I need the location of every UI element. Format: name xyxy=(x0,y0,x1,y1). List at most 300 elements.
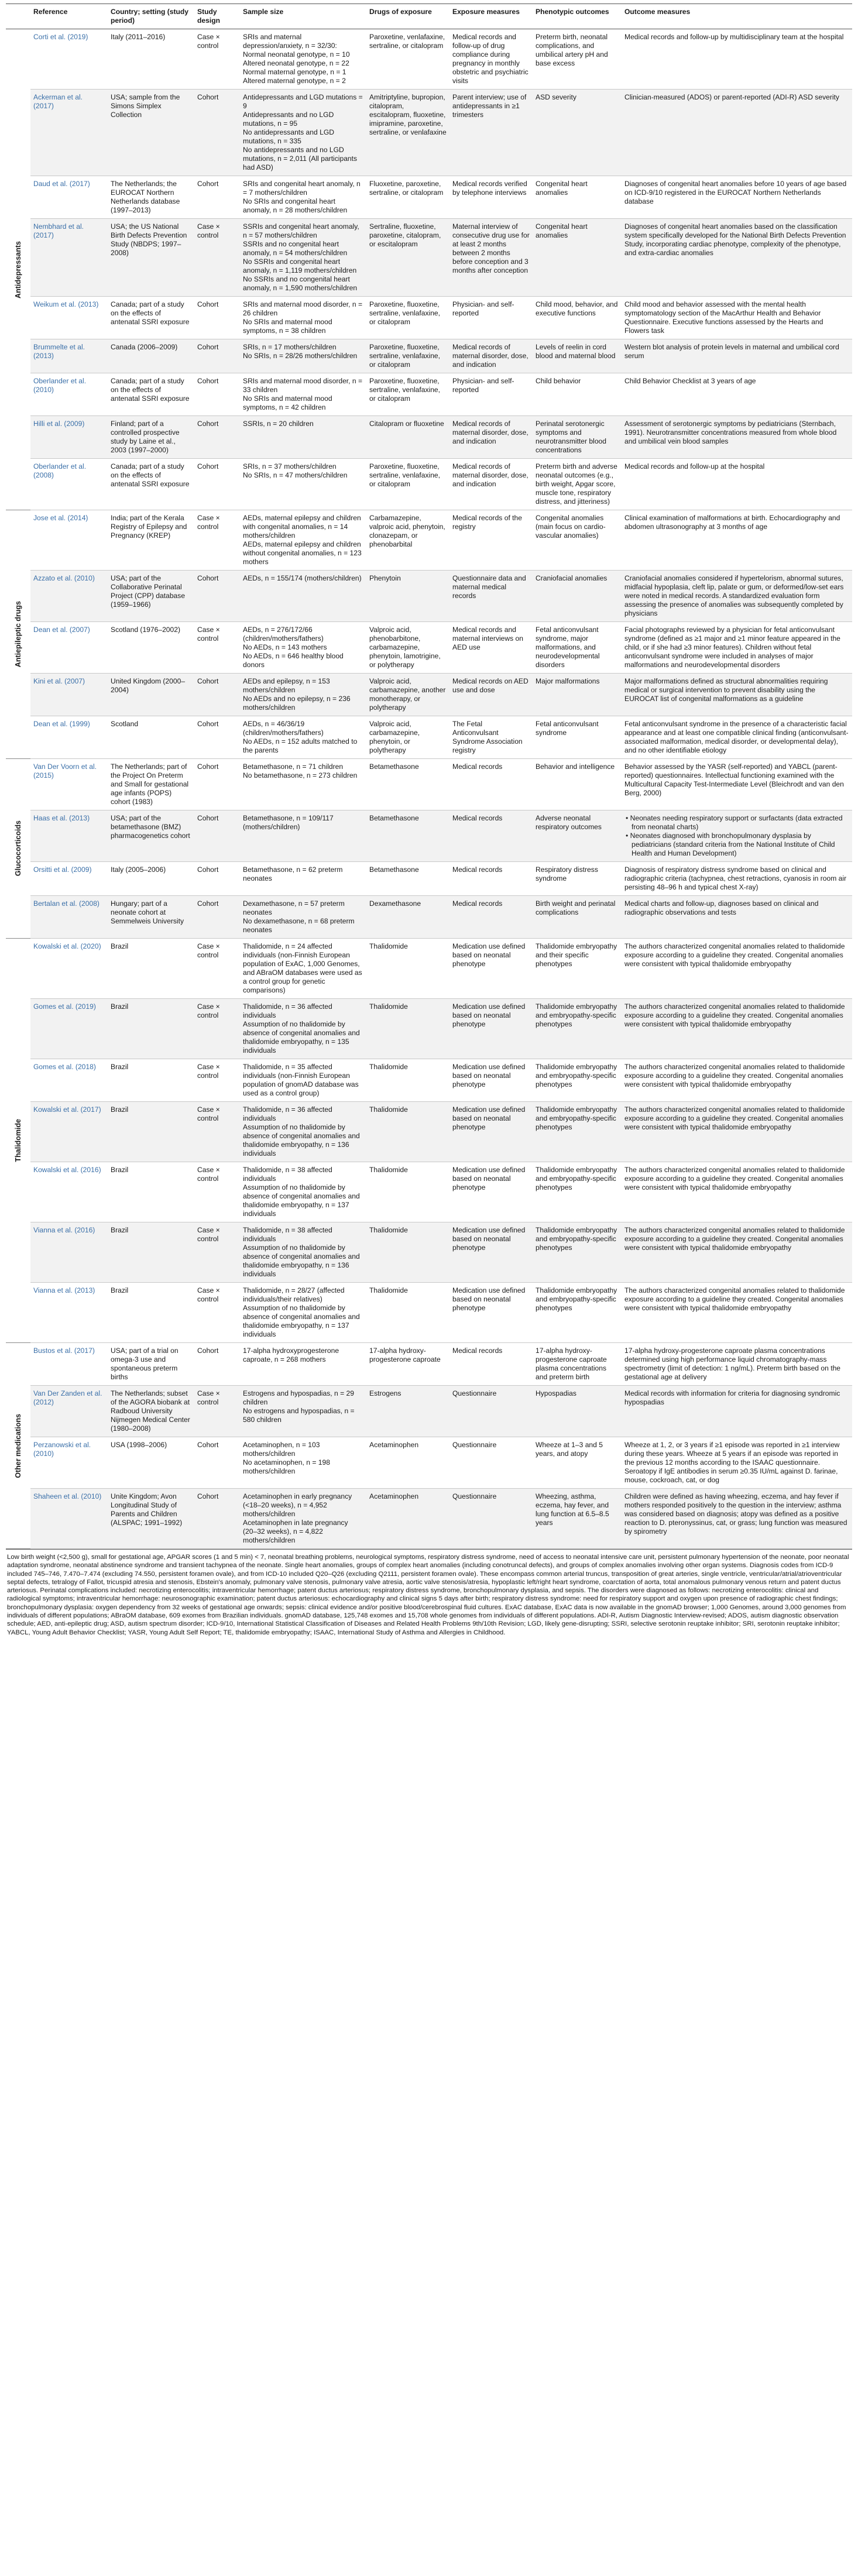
drugs-of-exposure-cell: Betamethasone xyxy=(366,759,449,810)
sample-size-cell xyxy=(240,459,366,510)
sample-size-cell-line: Estrogens and hypospadias, n = 29 children xyxy=(243,1389,354,1406)
outcome-measures-cell-line: • Neonates needing respiratory support or surfactants (data extracted from neonatal charts) xyxy=(624,814,849,832)
study-design-cell: Case × control xyxy=(194,1059,240,1102)
country-setting-cell: Hungary; part of a neonate cohort at Semmelweis University xyxy=(108,896,194,939)
drugs-of-exposure-cell: Paroxetine, fluoxetine, sertraline, venlafaxine, or citalopram xyxy=(366,373,449,416)
reference-cell: Orsitti et al. (2009) xyxy=(30,862,108,896)
sample-size-cell-line: Thalidomide, n = 35 affected individuals (non-Finnish European population of gnomAD database was used as a control group) xyxy=(243,1063,359,1097)
phenotypic-outcomes-cell: Wheezing, asthma, eczema, hay fever, and lung function at 6.5–8.5 years xyxy=(533,1489,622,1549)
sample-size-cell-line: AEDs, maternal epilepsy and children without congenital anomalies, n = 123 mothers xyxy=(243,540,362,566)
drug-group-label: Antidepressants xyxy=(13,241,22,298)
sample-size-cell xyxy=(240,339,366,373)
drugs-of-exposure-cell: Thalidomide xyxy=(366,1102,449,1162)
country-setting-cell: United Kingdom (2000–2004) xyxy=(108,674,194,716)
country-setting-cell: Italy (2011–2016) xyxy=(108,29,194,90)
study-design-cell: Cohort xyxy=(194,862,240,896)
sample-size-cell xyxy=(240,1386,366,1437)
drugs-of-exposure-cell: Estrogens xyxy=(366,1386,449,1437)
sample-size-cell-line: No antidepressants and no LGD mutations, n = 2,011 (All participants had ASD) xyxy=(243,146,358,171)
sample-size-cell-line: SSRIs and no congenital heart anomaly, n = 54 mothers/children xyxy=(243,240,348,257)
sample-size-cell-line: Acetaminophen, n = 103 mothers/children xyxy=(243,1441,320,1458)
sample-size-cell-line: No SRIs and maternal mood symptoms, n = 38 children xyxy=(243,318,332,335)
table-row xyxy=(6,1343,852,1386)
drug-group-label-cell xyxy=(6,759,30,939)
study-design-cell: Cohort xyxy=(194,1489,240,1549)
study-design-cell: Cohort xyxy=(194,674,240,716)
drugs-of-exposure-cell: Citalopram or fluoxetine xyxy=(366,416,449,459)
sample-size-cell-line: Assumption of no thalidomide by absence of congenital anomalies and thalidomide embryopathy, n = 136 individuals xyxy=(243,1123,360,1158)
drugs-of-exposure-cell: Betamethasone xyxy=(366,862,449,896)
column-header-drugs: Drugs of exposure xyxy=(366,4,449,29)
sample-size-cell-line: Thalidomide, n = 36 affected individuals xyxy=(243,1002,332,1019)
study-design-cell: Case × control xyxy=(194,1283,240,1343)
phenotypic-outcomes-cell: Thalidomide embryopathy and embryopathy-specific phenotypes xyxy=(533,999,622,1059)
outcome-measures-cell: The authors characterized congenital anomalies related to thalidomide exposure according to a guideline they created. Congenital anomalies were consistent with typical thalidomide embryopathy xyxy=(622,1162,852,1222)
sample-size-cell-line: Antidepressants and LGD mutations = 9 xyxy=(243,93,363,110)
sample-size-cell xyxy=(240,1059,366,1102)
table-row xyxy=(6,896,852,939)
country-setting-cell: India; part of the Kerala Registry of Epilepsy and Pregnancy (KREP) xyxy=(108,510,194,571)
drugs-of-exposure-cell: Fluoxetine, paroxetine, sertraline, or citalopram xyxy=(366,176,449,219)
sample-size-cell-line: No antidepressants and LGD mutations, n = 335 xyxy=(243,128,334,145)
sample-size-cell-line: Assumption of no thalidomide by absence of congenital anomalies and thalidomide embryopathy, n = 137 individuals xyxy=(243,1304,360,1338)
sample-size-cell xyxy=(240,716,366,759)
sample-size-cell xyxy=(240,1222,366,1283)
outcome-measures-cell: Major malformations defined as structural abnormalities requiring medical or surgical intervention to prevent disability using the EUROCAT list of congenital malformations as a guideline xyxy=(622,674,852,716)
sample-size-cell xyxy=(240,759,366,810)
sample-size-cell-line: Thalidomide, n = 28/27 (affected individuals/their relatives) xyxy=(243,1286,345,1303)
sample-size-cell-line: No AEDs, n = 152 adults matched to the parents xyxy=(243,737,358,754)
drug-group-label: Other medications xyxy=(13,1413,22,1478)
reference-cell: Haas et al. (2013) xyxy=(30,810,108,862)
drugs-of-exposure-cell: Paroxetine, fluoxetine, sertraline, venlafaxine, or citalopram xyxy=(366,297,449,339)
outcome-measures-cell: Child Behavior Checklist at 3 years of age xyxy=(622,373,852,416)
phenotypic-outcomes-cell: ASD severity xyxy=(533,90,622,176)
drugs-of-exposure-cell: 17-alpha hydroxy-progesterone caproate xyxy=(366,1343,449,1386)
table-row xyxy=(6,862,852,896)
sample-size-cell-line: AEDs, n = 276/172/66 (children/mothers/fathers) xyxy=(243,626,324,643)
sample-size-cell xyxy=(240,176,366,219)
sample-size-cell-line: No AEDs and no epilepsy, n = 236 mothers/children xyxy=(243,695,351,712)
country-setting-cell: Finland; part of a controlled prospective study by Laine et al., 2003 (1997–2000) xyxy=(108,416,194,459)
phenotypic-outcomes-cell: Thalidomide embryopathy and embryopathy-specific phenotypes xyxy=(533,1222,622,1283)
sample-size-cell xyxy=(240,674,366,716)
drugs-of-exposure-cell: Thalidomide xyxy=(366,1162,449,1222)
drugs-of-exposure-cell: Amitriptyline, bupropion, citalopram, escitalopram, fluoxetine, imipramine, paroxetine, sertraline, or venlafaxine xyxy=(366,90,449,176)
exposure-measures-cell: Questionnaire xyxy=(449,1489,533,1549)
drug-group-label-cell xyxy=(6,939,30,1343)
study-design-cell: Cohort xyxy=(194,176,240,219)
country-setting-cell: Canada (2006–2009) xyxy=(108,339,194,373)
sample-size-cell-line: Thalidomide, n = 38 affected individuals xyxy=(243,1226,332,1243)
outcome-measures-cell: Assessment of serotonergic symptoms by pediatricians (Sternbach, 1991). Neurotransmitter concentrations measured from whole blood and umbilical vein blood samples xyxy=(622,416,852,459)
table-row xyxy=(6,510,852,571)
study-design-cell: Cohort xyxy=(194,90,240,176)
phenotypic-outcomes-cell: Birth weight and perinatal complications xyxy=(533,896,622,939)
table-row xyxy=(6,219,852,297)
phenotypic-outcomes-cell: Thalidomide embryopathy and embryopathy-specific phenotypes xyxy=(533,1162,622,1222)
table-row xyxy=(6,1489,852,1549)
drugs-of-exposure-cell: Thalidomide xyxy=(366,1059,449,1102)
country-setting-cell: Scotland (1976–2002) xyxy=(108,622,194,674)
phenotypic-outcomes-cell: Congenital anomalies (main focus on cardio-vascular anomalies) xyxy=(533,510,622,571)
outcome-measures-cell: The authors characterized congenital anomalies related to thalidomide exposure according to a guideline they created. Congenital anomalies were consistent with typical thalidomide embryopathy xyxy=(622,939,852,999)
sample-size-cell-line: Betamethasone, n = 62 preterm neonates xyxy=(243,865,343,882)
sample-size-cell-line: Normal maternal genotype, n = 1 xyxy=(243,68,346,76)
outcome-measures-cell: The authors characterized congenital anomalies related to thalidomide exposure according to a guideline they created. Congenital anomalies were consistent with typical thalidomide embryopathy xyxy=(622,1102,852,1162)
outcome-measures-cell: Medical charts and follow-up, diagnoses based on clinical and radiographic observations and tests xyxy=(622,896,852,939)
drugs-of-exposure-cell: Valproic acid, phenobarbitone, carbamazepine, phenytoin, lamotrigine, or polytherapy xyxy=(366,622,449,674)
footnote-text: Low birth weight (<2,500 g), small for gestational age, APGAR scores (1 and 5 min) < 7, neonatal breathing problems, neurological symptoms, respiratory distress syndrome, need of access to neonatal intensive care unit, persistent pulmonary hypertension of the neonate, poor neonatal adaptation syndrome, neonatal abstinence syndrome and transient tachypnea of the neonate. Single heart anomalies, groups of complex heart anomalies (including conotruncal defects), and groups of complex anomalies involving other organ systems. Diagnosis codes from ICD-9 included 745–746, 7.470–7.474 (excluding 74.550, persistent foramen ovale), and from ICD-10 included Q20–Q26 (excluding Q2111, persistent foramen ovale). These encompass common arterial truncus, transposition of great arteries, single ventricle, ventricular/atrial/atrioventricular septal defects, tetralogy of Fallot, tricuspid atresia and stenosis, Ebstein's anomaly, pulmonary valve stenosis, pulmonary valve atresia, aortic valve stenosis/atresia, hypoplastic left/right heart syndrome, coarctation of aorta, total anomalous pulmonary venous return and patent ductus arteriosus. Perinatal complications included: necrotizing enterocolitis; intraventricular hemorrhage; patent ductus arteriosus; respiratory distress syndrome, bronchopulmonary dysplasia, and sepsis. The disorders were diagnosed as follows: necrotizing enterocolitis: clinical and radiological symptoms; intraventricular hemorrhage: neurosonographic examination; patent ductus arteriosus: echocardiography and clinical signs 5 days after birth; respiratory distress syndrome: need for respiratory support and oxygen upon presence of radiographic chest findings; bronchopulmonary dysplasia: oxygen dependency from 32 weeks of gestational age onwards; sepsis: clinical evidence and/or positive blood/cerebrospinal fluid cultures. ExAC database, ExAC data is now available in the gnomAD browser; 1,000 Genomes, around 3,000 genomes from individuals of different populations; ABraOM database, 609 exomes from Brazilian individuals. gnomAD database, 125,748 exomes and 15,708 whole genomes from individuals of different populations. ADI-R, Autism Diagnostic Interview-revised; ADOS, autism diagnostic observation schedule; AED, anti-epileptic drug; ASD, autism spectrum disorder; ICD-9/10, International Statistical Classification of Diseases and Related Health Problems 9th/10th Revision; LGD, likely gene-disrupting; SSRI, selective serotonin reuptake inhibitor; SRI, serotonin reuptake inhibitor; YABCL, Young Adult Behavior Checklist; YASR, Young Adult Self Report; TE, thalidomide embryopathy; ISAAC, International Study of Asthma and Allergies in Childhood. xyxy=(7,1554,849,1636)
country-setting-cell: USA; part of a trial on omega-3 use and spontaneous preterm births xyxy=(108,1343,194,1386)
drugs-of-exposure-cell: Acetaminophen xyxy=(366,1489,449,1549)
outcome-measures-cell: Diagnoses of congenital heart anomalies before 10 years of age based on ICD-9/10 registered in the EUROCAT Northern Netherlands database xyxy=(622,176,852,219)
table-row xyxy=(6,297,852,339)
study-design-cell: Cohort xyxy=(194,759,240,810)
outcome-measures-cell: Medical records and follow-up by multidisciplinary team at the hospital xyxy=(622,29,852,90)
phenotypic-outcomes-cell: Thalidomide embryopathy and their specific phenotypes xyxy=(533,939,622,999)
study-design-cell: Case × control xyxy=(194,1162,240,1222)
exposure-measures-cell: Medical records xyxy=(449,896,533,939)
sample-size-cell xyxy=(240,1102,366,1162)
column-header-group xyxy=(6,4,30,29)
drugs-of-exposure-cell: Carbamazepine, valproic acid, phenytoin, clonazepam, or phenobarbital xyxy=(366,510,449,571)
sample-size-cell xyxy=(240,90,366,176)
sample-size-cell-line: Acetaminophen in early pregnancy (<18–20 weeks), n = 4,952 mothers/children xyxy=(243,1492,352,1518)
exposure-measures-cell: Parent interview; use of antidepressants in ≥1 trimesters xyxy=(449,90,533,176)
sample-size-cell xyxy=(240,416,366,459)
country-setting-cell: Unite Kingdom; Avon Longitudinal Study of Parents and Children (ALSPAC; 1991–1992) xyxy=(108,1489,194,1549)
drugs-of-exposure-cell: Thalidomide xyxy=(366,1283,449,1343)
drugs-of-exposure-cell: Phenytoin xyxy=(366,571,449,622)
outcome-measures-cell: Craniofacial anomalies considered if hypertelorism, abnormal sutures, midfacial hypoplasia, cleft lip, palate or gum, or deformed/low-set ears were noted in medical records. A standardized evaluation form assessing the presence of anomalies was subsequently completed by physicians xyxy=(622,571,852,622)
reference-cell: Weikum et al. (2013) xyxy=(30,297,108,339)
table-body xyxy=(6,29,852,1549)
outcome-measures-cell: Western blot analysis of protein levels in maternal and umbilical cord serum xyxy=(622,339,852,373)
exposure-measures-cell: Physician- and self-reported xyxy=(449,373,533,416)
study-design-cell: Case × control xyxy=(194,510,240,571)
study-design-cell: Cohort xyxy=(194,810,240,862)
table-row xyxy=(6,176,852,219)
study-design-cell: Cohort xyxy=(194,373,240,416)
study-design-cell: Case × control xyxy=(194,29,240,90)
sample-size-cell xyxy=(240,1489,366,1549)
sample-size-cell-line: Antidepressants and no LGD mutations, n = 95 xyxy=(243,111,334,128)
sample-size-cell-line: Betamethasone, n = 109/117 (mothers/children) xyxy=(243,814,334,831)
exposure-measures-cell: Medical records of maternal disorder, dose, and indication xyxy=(449,459,533,510)
reference-cell: Kowalski et al. (2016) xyxy=(30,1162,108,1222)
outcome-measures-cell: 17-alpha hydroxy-progesterone caproate plasma concentrations determined using high performance liquid chromatography-mass spectrometry (limit of detection: 1 ng/mL). Preterm birth based on the gestational age at delivery xyxy=(622,1343,852,1386)
sample-size-cell-line: AEDs, n = 155/174 (mothers/children) xyxy=(243,574,362,582)
reference-cell: Kini et al. (2007) xyxy=(30,674,108,716)
country-setting-cell: Canada; part of a study on the effects of antenatal SSRI exposure xyxy=(108,373,194,416)
table-row xyxy=(6,1386,852,1437)
study-design-cell: Case × control xyxy=(194,1222,240,1283)
outcome-measures-cell: Fetal anticonvulsant syndrome in the presence of a characteristic facial appearance and at least one compatible clinical finding (anticonvulsant-associated malformation, medical disorder, or developmental delay), and no other identifiable etiology xyxy=(622,716,852,759)
phenotypic-outcomes-cell: Craniofacial anomalies xyxy=(533,571,622,622)
exposure-measures-cell: Medical records xyxy=(449,759,533,810)
sample-size-cell xyxy=(240,297,366,339)
column-header-exposure: Exposure measures xyxy=(449,4,533,29)
sample-size-cell-line: No dexamethasone, n = 68 preterm neonates xyxy=(243,917,355,934)
column-header-sample: Sample size xyxy=(240,4,366,29)
country-setting-cell: Scotland xyxy=(108,716,194,759)
table-row xyxy=(6,373,852,416)
phenotypic-outcomes-cell: Hypospadias xyxy=(533,1386,622,1437)
sample-size-cell-line: SRIs and congenital heart anomaly, n = 7 mothers/children xyxy=(243,180,361,197)
exposure-measures-cell: Medication use defined based on neonatal phenotype xyxy=(449,999,533,1059)
reference-cell: Bustos et al. (2017) xyxy=(30,1343,108,1386)
sample-size-cell-line: Acetaminophen in late pregnancy (20–32 weeks), n = 4,822 mothers/children xyxy=(243,1519,348,1544)
sample-size-cell-line: Normal neonatal genotype, n = 10 xyxy=(243,50,350,59)
table-row xyxy=(6,339,852,373)
exposure-measures-cell: Questionnaire xyxy=(449,1437,533,1489)
country-setting-cell: USA; part of the betamethasone (BMZ) pharmacogenetics cohort xyxy=(108,810,194,862)
drugs-of-exposure-cell: Sertraline, fluoxetine, paroxetine, citalopram, or escitalopram xyxy=(366,219,449,297)
sample-size-cell-line: SSRIs and congenital heart anomaly, n = 57 mothers/children xyxy=(243,222,359,239)
country-setting-cell: Italy (2005–2006) xyxy=(108,862,194,896)
exposure-measures-cell: Medication use defined based on neonatal phenotype xyxy=(449,1059,533,1102)
exposure-measures-cell: Maternal interview of consecutive drug use for at least 2 months between 2 months before conception and 3 months after conception xyxy=(449,219,533,297)
country-setting-cell: USA; part of the Collaborative Perinatal Project (CPP) database (1959–1966) xyxy=(108,571,194,622)
sample-size-cell-line: Thalidomide, n = 36 affected individuals xyxy=(243,1105,332,1122)
drug-group-label: Glucocorticoids xyxy=(13,820,22,877)
sample-size-cell xyxy=(240,373,366,416)
column-header-reference: Reference xyxy=(30,4,108,29)
phenotypic-outcomes-cell: Fetal anticonvulsant syndrome xyxy=(533,716,622,759)
drugs-of-exposure-cell: Betamethasone xyxy=(366,810,449,862)
studies-table xyxy=(6,4,852,1549)
phenotypic-outcomes-cell: Adverse neonatal respiratory outcomes xyxy=(533,810,622,862)
table-row xyxy=(6,1162,852,1222)
outcome-measures-cell: The authors characterized congenital anomalies related to thalidomide exposure according to a guideline they created. Congenital anomalies were consistent with typical thalidomide embryopathy xyxy=(622,1059,852,1102)
reference-cell: Nembhard et al. (2017) xyxy=(30,219,108,297)
exposure-measures-cell: Medical records and maternal interviews on AED use xyxy=(449,622,533,674)
sample-size-cell-line: Altered maternal genotype, n = 2 xyxy=(243,77,346,85)
table-row xyxy=(6,674,852,716)
phenotypic-outcomes-cell: 17-alpha hydroxy-progesterone caproate plasma concentrations and preterm birth xyxy=(533,1343,622,1386)
sample-size-cell xyxy=(240,1283,366,1343)
country-setting-cell: The Netherlands; the EUROCAT Northern Netherlands database (1997–2013) xyxy=(108,176,194,219)
reference-cell: Jose et al. (2014) xyxy=(30,510,108,571)
exposure-measures-cell: Medical records of the registry xyxy=(449,510,533,571)
sample-size-cell-line: No AEDs, n = 143 mothers xyxy=(243,643,327,651)
reference-cell: Azzato et al. (2010) xyxy=(30,571,108,622)
study-design-cell: Case × control xyxy=(194,1102,240,1162)
table-row xyxy=(6,810,852,862)
reference-cell: Gomes et al. (2019) xyxy=(30,999,108,1059)
study-design-cell: Cohort xyxy=(194,896,240,939)
sample-size-cell-line: Thalidomide, n = 38 affected individuals xyxy=(243,1166,332,1183)
drug-group-label-cell xyxy=(6,1343,30,1549)
outcome-measures-cell xyxy=(622,810,852,862)
sample-size-cell xyxy=(240,810,366,862)
phenotypic-outcomes-cell: Wheeze at 1–3 and 5 years, and atopy xyxy=(533,1437,622,1489)
drugs-of-exposure-cell: Acetaminophen xyxy=(366,1437,449,1489)
reference-cell: Dean et al. (1999) xyxy=(30,716,108,759)
reference-cell: Ackerman et al. (2017) xyxy=(30,90,108,176)
sample-size-cell-line: 17-alpha hydroxyprogesterone caproate, n = 268 mothers xyxy=(243,1347,339,1363)
study-design-cell: Case × control xyxy=(194,939,240,999)
reference-cell: Van Der Zanden et al. (2012) xyxy=(30,1386,108,1437)
sample-size-cell xyxy=(240,571,366,622)
table-row xyxy=(6,1102,852,1162)
phenotypic-outcomes-cell: Child behavior xyxy=(533,373,622,416)
reference-cell: Vianna et al. (2016) xyxy=(30,1222,108,1283)
sample-size-cell-line: No SRIs and maternal mood symptoms, n = 42 children xyxy=(243,394,332,411)
exposure-measures-cell: Medication use defined based on neonatal phenotype xyxy=(449,1222,533,1283)
country-setting-cell: Brazil xyxy=(108,999,194,1059)
table-header xyxy=(6,4,852,29)
table-row xyxy=(6,939,852,999)
drugs-of-exposure-cell: Thalidomide xyxy=(366,939,449,999)
exposure-measures-cell: Medical records verified by telephone interviews xyxy=(449,176,533,219)
drugs-of-exposure-cell: Thalidomide xyxy=(366,1222,449,1283)
reference-cell: Dean et al. (2007) xyxy=(30,622,108,674)
exposure-measures-cell: The Fetal Anticonvulsant Syndrome Association registry xyxy=(449,716,533,759)
outcome-measures-cell: Child mood and behavior assessed with the mental health symptomatology section of the MacArthur Health and Behavior Questionnaire. Executive functions assessed by the Hearts and Flowers task xyxy=(622,297,852,339)
outcome-measures-cell: Diagnoses of congenital heart anomalies based on the classification system specifically developed for the National Birth Defects Prevention Study, incorporating cardiac phenotype, complexity of the phenotype, and extra-cardiac anomalies xyxy=(622,219,852,297)
country-setting-cell: Brazil xyxy=(108,1102,194,1162)
sample-size-cell-line: SRIs, n = 17 mothers/children xyxy=(243,343,337,351)
table-row xyxy=(6,90,852,176)
outcome-measures-cell: Clinician-measured (ADOS) or parent-reported (ADI-R) ASD severity xyxy=(622,90,852,176)
reference-cell: Vianna et al. (2013) xyxy=(30,1283,108,1343)
sample-size-cell-line: No SSRIs and congenital heart anomaly, n = 1,119 mothers/children xyxy=(243,257,357,274)
country-setting-cell: USA (1998–2006) xyxy=(108,1437,194,1489)
sample-size-cell xyxy=(240,1162,366,1222)
phenotypic-outcomes-cell: Behavior and intelligence xyxy=(533,759,622,810)
study-design-cell: Case × control xyxy=(194,622,240,674)
country-setting-cell: USA; sample from the Simons Simplex Collection xyxy=(108,90,194,176)
table-footnotes xyxy=(6,1549,852,1637)
sample-size-cell xyxy=(240,1343,366,1386)
phenotypic-outcomes-cell: Respiratory distress syndrome xyxy=(533,862,622,896)
country-setting-cell: USA; the US National Birth Defects Prevention Study (NBDPS; 1997–2008) xyxy=(108,219,194,297)
outcome-measures-cell: Diagnosis of respiratory distress syndrome based on clinical and radiographic criteria (tachypnea, chest retractions, cyanosis in room air persisting 48–96 h and typical chest X-ray) xyxy=(622,862,852,896)
table-row xyxy=(6,1437,852,1489)
phenotypic-outcomes-cell: Preterm birth, neonatal complications, and umbilical artery pH and base excess xyxy=(533,29,622,90)
phenotypic-outcomes-cell: Thalidomide embryopathy and embryopathy-specific phenotypes xyxy=(533,1059,622,1102)
reference-cell: Corti et al. (2019) xyxy=(30,29,108,90)
drug-group-label-cell xyxy=(6,29,30,510)
sample-size-cell-line: No AEDs, n = 646 healthy blood donors xyxy=(243,652,344,669)
sample-size-cell xyxy=(240,510,366,571)
reference-cell: Gomes et al. (2018) xyxy=(30,1059,108,1102)
outcome-measures-cell: The authors characterized congenital anomalies related to thalidomide exposure according to a guideline they created. Congenital anomalies were consistent with typical thalidomide embryopathy xyxy=(622,1283,852,1343)
sample-size-cell-line: No SRIs, n = 47 mothers/children xyxy=(243,471,348,479)
column-header-phenotype: Phenotypic outcomes xyxy=(533,4,622,29)
exposure-measures-cell: Medical records xyxy=(449,862,533,896)
sample-size-cell-line: No estrogens and hypospadias, n = 580 children xyxy=(243,1407,355,1424)
exposure-measures-cell: Medication use defined based on neonatal phenotype xyxy=(449,939,533,999)
sample-size-cell-line: AEDs, maternal epilepsy and children with congenital anomalies, n = 14 mothers/children xyxy=(243,514,361,540)
table-row xyxy=(6,622,852,674)
phenotypic-outcomes-cell: Preterm birth and adverse neonatal outcomes (e.g., birth weight, Apgar score, muscle tone, respiratory distress, and jitteriness) xyxy=(533,459,622,510)
reference-cell: Perzanowski et al. (2010) xyxy=(30,1437,108,1489)
sample-size-cell xyxy=(240,29,366,90)
study-design-cell: Cohort xyxy=(194,297,240,339)
sample-size-cell-line: Assumption of no thalidomide by absence of congenital anomalies and thalidomide embryopathy, n = 135 individuals xyxy=(243,1020,360,1055)
column-header-outcome: Outcome measures xyxy=(622,4,852,29)
sample-size-cell-line: No betamethasone, n = 273 children xyxy=(243,771,358,779)
reference-cell: Bertalan et al. (2008) xyxy=(30,896,108,939)
sample-size-cell xyxy=(240,939,366,999)
column-header-design: Study design xyxy=(194,4,240,29)
table-row xyxy=(6,999,852,1059)
country-setting-cell: Brazil xyxy=(108,1059,194,1102)
exposure-measures-cell: Medication use defined based on neonatal phenotype xyxy=(449,1102,533,1162)
sample-size-cell-line: Betamethasone, n = 71 children xyxy=(243,763,344,771)
reference-cell: Shaheen et al. (2010) xyxy=(30,1489,108,1549)
country-setting-cell: Brazil xyxy=(108,1283,194,1343)
outcome-measures-cell: Behavior assessed by the YASR (self-reported) and YABCL (parent-reported) questionnaires. Intellectual functioning examined with the Multicultural Capacity Test-Intermediate Level (Bleichrodt and van den Berg, 2000) xyxy=(622,759,852,810)
sample-size-cell xyxy=(240,862,366,896)
study-design-cell: Cohort xyxy=(194,716,240,759)
country-setting-cell: Canada; part of a study on the effects of antenatal SSRI exposure xyxy=(108,459,194,510)
table-row xyxy=(6,759,852,810)
outcome-measures-cell: The authors characterized congenital anomalies related to thalidomide exposure according to a guideline they created. Congenital anomalies were consistent with typical thalidomide embryopathy xyxy=(622,999,852,1059)
exposure-measures-cell: Medical records xyxy=(449,810,533,862)
exposure-measures-cell: Medication use defined based on neonatal phenotype xyxy=(449,1283,533,1343)
sample-size-cell-line: Thalidomide, n = 24 affected individuals (non-Finnish European population of ExAC, 1,000 Genomes, and ABraOM databases were used as a control group for genetic comparisons) xyxy=(243,942,362,994)
outcome-measures-cell: Children were defined as having wheezing, eczema, and hay fever if mothers responded positively to the question in the interview; asthma was considered based on diagnosis; atopy was defined as a positive reaction to D. pteronyssinus, cat, or grass; lung function was measured by spirometry xyxy=(622,1489,852,1549)
table-row xyxy=(6,716,852,759)
study-design-cell: Case × control xyxy=(194,219,240,297)
exposure-measures-cell: Questionnaire xyxy=(449,1386,533,1437)
drug-group-label: Antiepileptic drugs xyxy=(13,601,22,668)
table-row xyxy=(6,416,852,459)
sample-size-cell-line: SRIs and maternal mood disorder, n = 26 children xyxy=(243,300,363,317)
outcome-measures-cell: Medical records with information for criteria for diagnosing syndromic hypospadias xyxy=(622,1386,852,1437)
reference-cell: Oberlander et al. (2008) xyxy=(30,459,108,510)
exposure-measures-cell: Medical records and follow-up of drug compliance during pregnancy in monthly obstetric and psychiatric visits xyxy=(449,29,533,90)
sample-size-cell-line: No SSRIs and no congenital heart anomaly, n = 1,590 mothers/children xyxy=(243,275,358,292)
outcome-measures-cell: Wheeze at 1, 2, or 3 years if ≥1 episode was reported in ≥1 interview during these years. Wheeze at 5 years if an episode was reported in the previous 12 months according to the ISAAC questionnaire. Seroatopy if IgE antibodies in serum ≥0.35 IU/mL against D. farinae, mouse, cockroach, cat, or dog xyxy=(622,1437,852,1489)
phenotypic-outcomes-cell: Fetal anticonvulsant syndrome, major malformations, and neurodevelopmental disorders xyxy=(533,622,622,674)
reference-cell: Kowalski et al. (2020) xyxy=(30,939,108,999)
document-page xyxy=(6,0,852,1637)
drugs-of-exposure-cell: Valproic acid, carbamazepine, another monotherapy, or polytherapy xyxy=(366,674,449,716)
table-row xyxy=(6,1222,852,1283)
sample-size-cell-line: No acetaminophen, n = 198 mothers/children xyxy=(243,1458,330,1475)
exposure-measures-cell: Medical records of maternal disorder, dose, and indication xyxy=(449,339,533,373)
sample-size-cell-line: SRIs and maternal depression/anxiety, n = 32/30: xyxy=(243,33,337,50)
drugs-of-exposure-cell: Dexamethasone xyxy=(366,896,449,939)
reference-cell: Hilli et al. (2009) xyxy=(30,416,108,459)
country-setting-cell: Brazil xyxy=(108,1222,194,1283)
reference-cell: Oberlander et al. (2010) xyxy=(30,373,108,416)
phenotypic-outcomes-cell: Major malformations xyxy=(533,674,622,716)
outcome-measures-cell-line: • Neonates diagnosed with bronchopulmonary dysplasia by pediatricians (standard criteria from the National Institute of Child Health and Human Development) xyxy=(624,832,849,858)
exposure-measures-cell: Physician- and self-reported xyxy=(449,297,533,339)
phenotypic-outcomes-cell: Perinatal serotonergic symptoms and neurotransmitter blood concentrations xyxy=(533,416,622,459)
drugs-of-exposure-cell: Valproic acid, carbamazepine, phenytoin, or polytherapy xyxy=(366,716,449,759)
exposure-measures-cell: Medical records xyxy=(449,1343,533,1386)
drugs-of-exposure-cell: Paroxetine, venlafaxine, sertraline, or citalopram xyxy=(366,29,449,90)
sample-size-cell-line: SSRIs, n = 20 children xyxy=(243,420,314,428)
country-setting-cell: Brazil xyxy=(108,939,194,999)
study-design-cell: Cohort xyxy=(194,339,240,373)
table-row xyxy=(6,459,852,510)
sample-size-cell xyxy=(240,1437,366,1489)
study-design-cell: Case × control xyxy=(194,1386,240,1437)
table-row xyxy=(6,571,852,622)
table-row xyxy=(6,1059,852,1102)
phenotypic-outcomes-cell: Thalidomide embryopathy and embryopathy-specific phenotypes xyxy=(533,1102,622,1162)
reference-cell: Brummelte et al. (2013) xyxy=(30,339,108,373)
sample-size-cell-line: Altered neonatal genotype, n = 22 xyxy=(243,59,349,67)
